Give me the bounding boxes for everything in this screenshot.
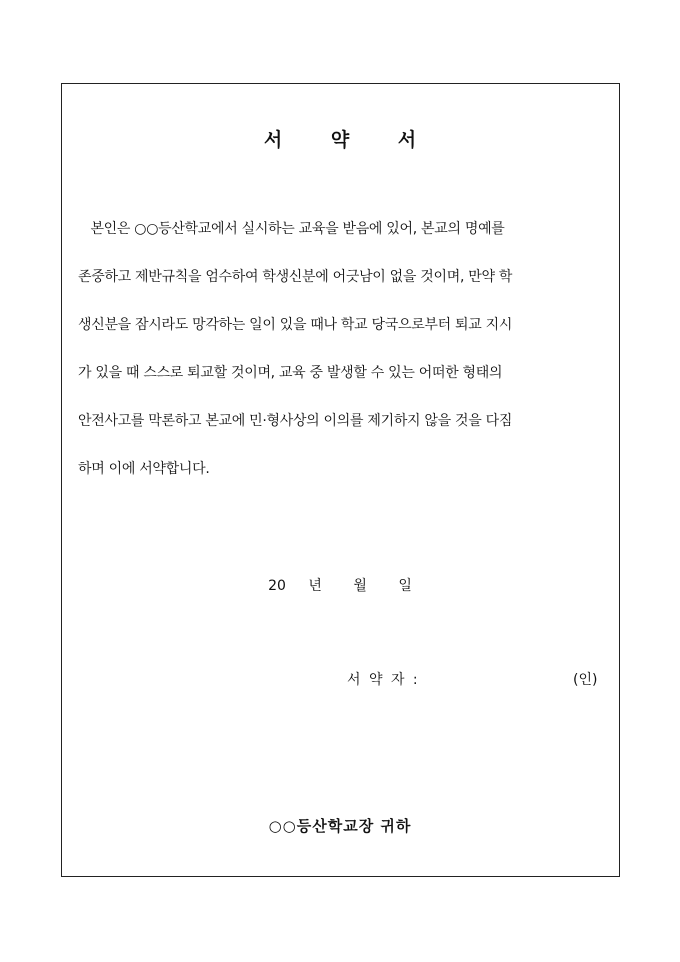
date-day-unit: 일 [398,578,412,594]
date-month-unit: 월 [353,578,367,594]
date-line [0,575,680,597]
pledge-body [78,216,608,504]
body-line-4: 가 있을 때 스스로 퇴교할 것이며, 교육 중 발생할 수 있는 어떠한 형태의 [78,365,503,381]
addressee: ○○등산학교장 귀하 [268,817,412,835]
date-year-unit: 년 [308,578,322,594]
body-line-3: 생신분을 잠시라도 망각하는 일이 있을 때나 학교 당국으로부터 퇴교 지시 [78,317,513,333]
title-char-2: 약 [330,129,350,151]
body-line-5: 안전사고를 막론하고 본교에 민·형사상의 이의를 제기하지 않을 것을 다짐 [78,413,513,429]
body-line-6: 하며 이에 서약합니다. [78,461,210,477]
body-line-2: 존중하고 제반규칙을 엄수하여 학생신분에 어긋남이 없을 것이며, 만약 학 [78,269,513,285]
body-line-1: 본인은 ○○등산학교에서 실시하는 교육을 받음에 있어, 본교의 명예를 [78,221,505,237]
title-char-3: 서 [397,129,417,151]
signer-label: 서 약 자 : [347,672,420,688]
title-char-1: 서 [263,129,283,151]
seal-label: (인) [573,672,598,688]
date-year-prefix: 20 [268,578,286,594]
document-title [0,127,680,153]
